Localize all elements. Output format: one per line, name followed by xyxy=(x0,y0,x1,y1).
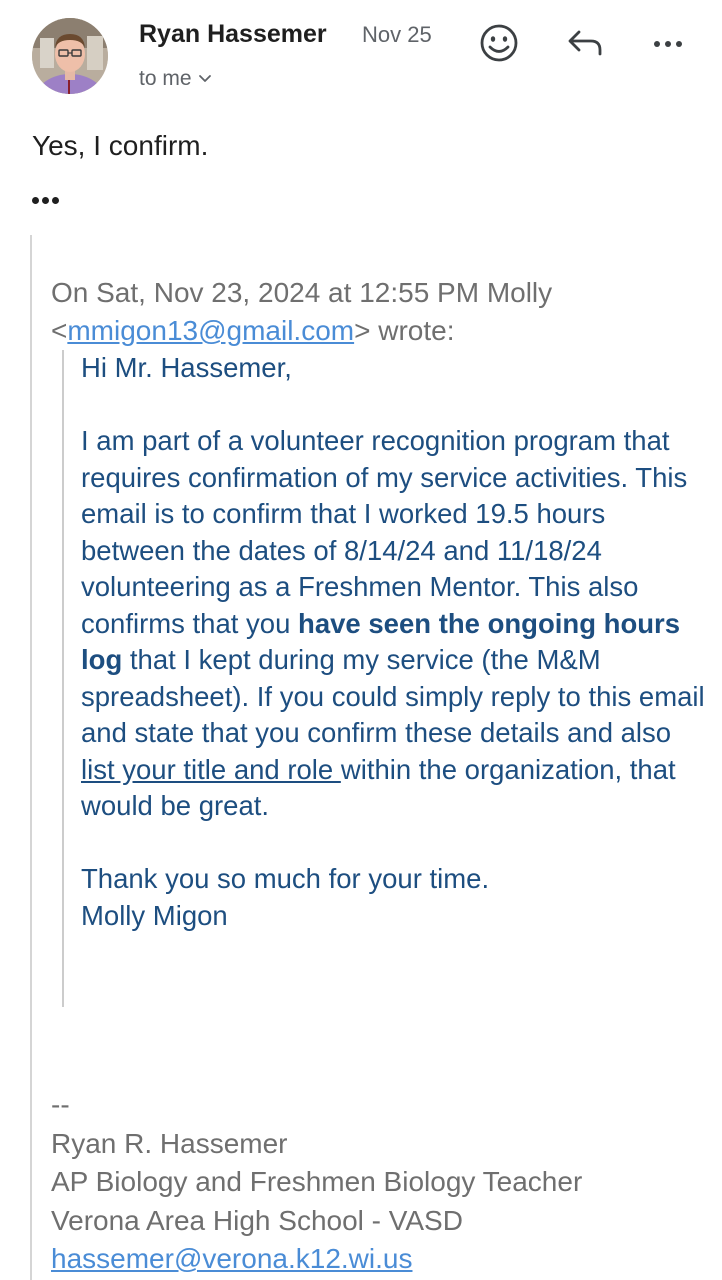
recipient-label: to me xyxy=(139,67,192,90)
quoted-text: within the organization, that would be great. xyxy=(81,753,676,821)
signature-title: AP Biology and Freshmen Biology Teacher xyxy=(51,1166,583,1197)
quote-divider xyxy=(30,235,32,1280)
quoted-paragraph xyxy=(81,423,711,825)
quoted-sign-off: Molly Migon xyxy=(81,899,228,931)
quoted-bold-text: have seen the ongoing hours log xyxy=(81,607,681,675)
sender-email-link[interactable]: mmigon13@gmail.com xyxy=(67,315,355,346)
message-header xyxy=(0,0,722,110)
nested-quote-divider xyxy=(62,350,64,1007)
signature-school: Verona Area High School - VASD xyxy=(51,1204,463,1236)
reply-button[interactable] xyxy=(562,20,608,66)
ellipsis-dot xyxy=(32,197,39,204)
quoted-thanks: Thank you so much for your time. xyxy=(81,863,490,894)
quoted-greeting: Hi Mr. Hassemer, xyxy=(81,352,292,383)
sender-avatar[interactable] xyxy=(32,18,108,94)
chevron-down-icon xyxy=(198,74,212,84)
attribution-suffix: > wrote: xyxy=(354,315,455,346)
quoted-text: I am part of a volunteer recognition program that requires confirmation of my service activities. This email is to confirm that I worked 19.5 hours between the dates of 8/14/24 and 11/18/24 volunteering as a Freshmen Mentor. This also confirms that you xyxy=(81,425,688,639)
email-signature xyxy=(51,1086,711,1279)
quoted-text: that I kept during my service (the M&M spreadsheet). If you could simply reply to this email and state that you confirm these details and also xyxy=(81,644,705,748)
ellipsis-dot xyxy=(42,197,49,204)
smiley-icon xyxy=(479,23,519,63)
attribution-open: < xyxy=(51,315,68,346)
ellipsis-dot xyxy=(52,197,59,204)
quote-attribution xyxy=(51,274,711,350)
attribution-text: On Sat, Nov 23, 2024 at 12:55 PM Molly xyxy=(51,277,553,308)
signature-name: Ryan R. Hassemer xyxy=(51,1127,288,1159)
avatar-photo xyxy=(32,18,108,94)
quoted-message xyxy=(81,350,711,934)
signature-separator: -- xyxy=(51,1089,70,1120)
show-trimmed-content-button[interactable] xyxy=(32,185,72,215)
message-date: Nov 25 xyxy=(362,22,432,47)
sender-name[interactable]: Ryan Hassemer xyxy=(139,20,327,48)
quoted-underlined-text: list your title and role xyxy=(81,753,341,785)
message-body: Yes, I confirm. xyxy=(32,130,209,161)
more-options-button[interactable] xyxy=(645,20,691,66)
add-reaction-button[interactable] xyxy=(476,20,522,66)
recipient-toggle[interactable] xyxy=(139,67,212,91)
reply-arrow-icon xyxy=(565,23,605,63)
signature-email-link[interactable]: hassemer@verona.k12.wi.us xyxy=(51,1243,413,1274)
more-horizontal-icon xyxy=(648,23,688,63)
